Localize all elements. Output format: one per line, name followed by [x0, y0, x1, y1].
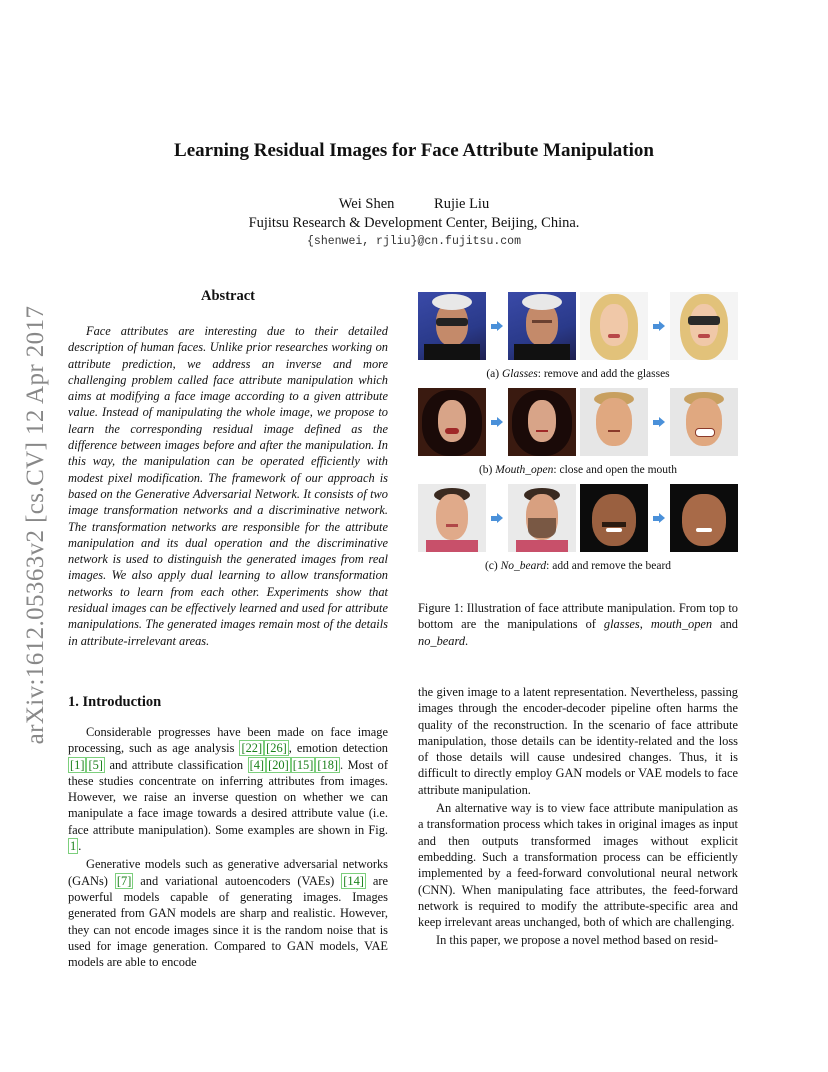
author-name: Rujie Liu [434, 196, 490, 212]
face-image [670, 388, 738, 456]
arrow-right-icon [491, 321, 503, 332]
intro-text [68, 724, 388, 970]
subfigure-caption-a: (a) Glasses: remove and add the glasses [486, 368, 670, 380]
citation-link[interactable]: [26] [266, 741, 287, 756]
citation-link[interactable]: [4] [249, 757, 265, 772]
face-image [508, 484, 576, 552]
right-paragraph-3: In this paper, we propose a novel method based on resid- [436, 933, 719, 948]
paper-title: Learning Residual Images for Face Attribute Manipulation [174, 140, 654, 161]
author-name: Wei Shen [338, 196, 395, 212]
citation-link[interactable]: [20] [268, 757, 289, 772]
right-paragraph-1: the given image to a latent representation. Nevertheless, passing images through the encoder-decoder pipeline often harms the quality of the reconstruction. In the scenario of face attribute manipulation, those details can be identity-related and the loss of those details will cause undesired changes. Thus, it is difficult to directly employ GAN models or VAE models to face attribute manipulation. [418, 685, 738, 797]
author-list [0, 196, 828, 213]
arxiv-stamp-container [16, 290, 56, 760]
abstract-text [68, 323, 388, 649]
figure-row-beard [418, 484, 738, 572]
face-image [580, 388, 648, 456]
face-image [508, 292, 576, 360]
figure-ref-link[interactable]: 1 [70, 839, 77, 854]
face-image [418, 388, 486, 456]
face-image [670, 292, 738, 360]
subfigure-caption-b: (b) Mouth_open: close and open the mouth [478, 464, 678, 476]
arrow-right-icon [653, 321, 665, 332]
face-image [580, 292, 648, 360]
intro-paragraph-2: Generative models such as generative adversarial networks (GANs) [7] and variational autoencoders (VAEs) [14] are powerful models capable of generating images. Images generated from GAN models are sharp and realistic. However, they can not encode images since it is the random noise that is used for image generation. Compared to GAN models, VAE models are able to encode [68, 857, 388, 970]
face-image [418, 484, 486, 552]
figure-row-glasses [418, 292, 738, 380]
face-image [580, 484, 648, 552]
intro-heading: 1. Introduction [68, 694, 162, 710]
figure-row-mouth [418, 388, 738, 476]
citation-link[interactable]: [15] [292, 757, 314, 772]
abstract-paragraph: Face attributes are interesting due to their detailed description of human faces. Unlike prior researches working on attribute prediction, we address an inverse and more challenging problem called face attribute manipulation which aims at modifying a face image according to a given attribute value. Instead of manipulating the whole image, we propose to learn the corresponding residual image defined as the difference between images before and after the manipulation. In this way, the manipulation can be operated efficiently with modest pixel modification. The framework of our approach is based on the Generative Adversarial Network. It consists of two image transformation networks and a discriminative network. The transformation networks are responsible for the attribute manipulation and its dual operation and the discriminative network is used to distinguish the generated images from real images. We also apply dual learning to allow transformation networks to learn from each other. Experiments show that residual images can be effectively learned and used for attribute manipulations. The generated images remain most of the details in attribute-irrelevant areas. [68, 324, 388, 648]
citation-link[interactable]: [14] [343, 873, 364, 888]
right-paragraph-2: An alternative way is to view face attribute manipulation as a transformation process which takes in original images as input and then outputs transformed images without explicit embedding. Such a transformation process can be efficiently implemented by a feed-forward convolutional neural network (CNN). When manipulating face attributes, the feed-forward network is required to modify the attribute-specific area and keep irrelevant areas unchanged, both of which are challenging. [418, 801, 738, 930]
arrow-right-icon [653, 417, 665, 428]
affiliation: Fujitsu Research & Development Center, Beijing, China. [248, 215, 580, 231]
citation-link[interactable]: [18] [317, 757, 339, 772]
arxiv-stamp: arXiv:1612.05363v2 [cs.CV] 12 Apr 2017 [22, 305, 49, 745]
intro-paragraph-1: Considerable progresses have been made on face image processing, such as age analysis [22] [26] , emotion detection [1] [5] and attribute classification [4] [20] [15] [18] . Most of these studies concentrate on inferring attributes from images. However, we raise an inverse question on whether we can manipulate a face image towards a desired attribute value (i.e. face attribute manipulation). Some examples are shown in Fig. 1 . [68, 725, 388, 854]
face-image [670, 484, 738, 552]
email: {shenwei, rjliu}@cn.fujitsu.com [307, 235, 521, 248]
citation-link[interactable]: [5] [88, 757, 103, 772]
arrow-right-icon [491, 417, 503, 428]
face-image [508, 388, 576, 456]
citation-link[interactable]: [22] [241, 741, 263, 756]
figure-caption: Figure 1: Illustration of face attribute manipulation. From top to bottom are the manipulations of glasses, mouth_open and no_beard. [418, 601, 739, 648]
right-column-text [418, 684, 738, 949]
abstract-heading: Abstract [201, 288, 255, 304]
citation-link[interactable]: [7] [116, 873, 132, 888]
citation-link[interactable]: [1] [70, 757, 85, 772]
subfigure-caption-c: (c) No_beard: add and remove the beard [484, 560, 672, 572]
face-image [418, 292, 486, 360]
arrow-right-icon [653, 513, 665, 524]
arrow-right-icon [491, 513, 503, 524]
